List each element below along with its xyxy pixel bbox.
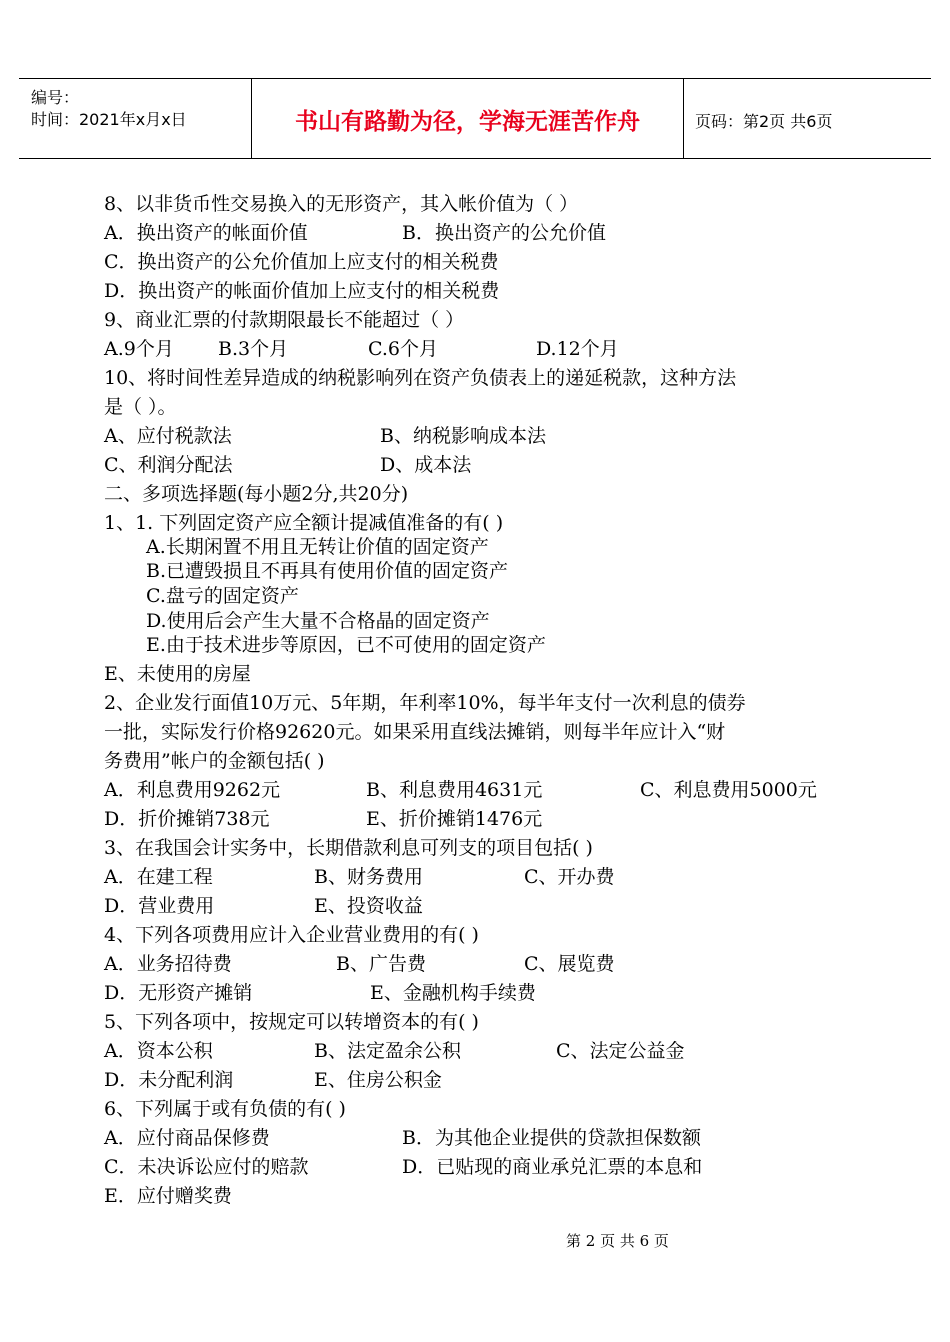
header-right-cell [683, 79, 931, 158]
page-header [19, 78, 931, 159]
header-middle-cell [251, 79, 684, 158]
option-c: C、法定公益金 [556, 1040, 685, 1062]
option-d: D.12个月 [536, 338, 619, 360]
question-stem-continued: 一批，实际发行价格92620元。如果采用直线法摊销，则每半年应计入“财 [104, 721, 726, 743]
option-c: C、开办费 [524, 866, 615, 888]
option-d: D、成本法 [380, 454, 472, 476]
option-e: E.由于技术进步等原因，已不可使用的固定资产 [146, 634, 546, 656]
option-a: A．利息费用9262元 [104, 779, 281, 801]
page-footer: 第 2 页 共 6 页 [566, 1232, 669, 1250]
option-c: C．未决诉讼应付的赔款 [104, 1156, 309, 1178]
option-c: C、利润分配法 [104, 454, 233, 476]
question-stem: 10、将时间性差异造成的纳税影响列在资产负债表上的递延税款，这种方法 [104, 367, 737, 389]
section-title: 二、多项选择题(每小题2分,共20分) [104, 483, 409, 505]
option-c: C.盘亏的固定资产 [146, 585, 299, 607]
option-d: D．无形资产摊销 [104, 982, 253, 1004]
option-b: B.3个月 [218, 338, 289, 360]
question-stem: 5、下列各项中，按规定可以转增资本的有( ) [104, 1011, 479, 1033]
option-e: E．应付赠奖费 [104, 1185, 232, 1207]
question-stem-continued: 务费用”帐户的金额包括( ) [104, 750, 325, 772]
question-stem: 2、企业发行面值10万元、5年期，年利率10%，每半年支付一次利息的债券 [104, 692, 746, 714]
option-d: D．换出资产的帐面价值加上应支付的相关税费 [104, 280, 500, 302]
document-time-label: 时间：2021年x月x日 [31, 110, 187, 129]
option-e: E、折价摊销1476元 [366, 808, 543, 830]
option-a: A.9个月 [104, 338, 174, 360]
option-b: B、财务费用 [314, 866, 423, 888]
option-e: E、金融机构手续费 [370, 982, 536, 1004]
question-stem: 9、商业汇票的付款期限最长不能超过（ ） [104, 309, 465, 331]
option-c: C、展览费 [524, 953, 615, 975]
option-d: D．已贴现的商业承兑汇票的本息和 [402, 1156, 703, 1178]
option-b: B、广告费 [336, 953, 426, 975]
option-b: B、法定盈余公积 [314, 1040, 461, 1062]
header-motto: 书山有路勤为径，学海无涯苦作舟 [295, 109, 640, 135]
option-e-extra: E、未使用的房屋 [104, 663, 251, 685]
option-e: E、投资收益 [314, 895, 423, 917]
option-d: D.使用后会产生大量不合格晶的固定资产 [146, 610, 490, 632]
question-stem-continued: 是（ ）。 [104, 396, 177, 418]
option-a: A.长期闲置不用且无转让价值的固定资产 [146, 536, 489, 558]
option-b: B．换出资产的公允价值 [402, 222, 606, 244]
option-d: D．营业费用 [104, 895, 215, 917]
document-number-label: 编号： [31, 88, 80, 107]
option-e: E、住房公积金 [314, 1069, 442, 1091]
option-a: A．在建工程 [104, 866, 213, 888]
option-d: D．未分配利润 [104, 1069, 234, 1091]
option-a: A．应付商品保修费 [104, 1127, 270, 1149]
option-c: C．换出资产的公允价值加上应支付的相关税费 [104, 251, 499, 273]
header-left-cell [19, 79, 251, 158]
option-a: A．换出资产的帐面价值 [104, 222, 308, 244]
option-a: A．资本公积 [104, 1040, 213, 1062]
question-stem: 4、下列各项费用应计入企业营业费用的有( ) [104, 924, 479, 946]
option-c: C、利息费用5000元 [640, 779, 817, 801]
question-stem: 3、在我国会计实务中，长期借款利息可列支的项目包括( ) [104, 837, 593, 859]
header-page-label: 页码：第2页 共6页 [695, 112, 833, 131]
option-c: C.6个月 [368, 338, 438, 360]
question-stem: 6、下列属于或有负债的有( ) [104, 1098, 346, 1120]
option-a: A、应付税款法 [104, 425, 232, 447]
option-a: A．业务招待费 [104, 953, 232, 975]
question-stem: 8、以非货币性交易换入的无形资产，其入帐价值为（ ） [104, 193, 579, 215]
option-d: D．折价摊销738元 [104, 808, 270, 830]
option-b: B、纳税影响成本法 [380, 425, 546, 447]
question-stem: 1、1. 下列固定资产应全额计提减值准备的有( ) [104, 512, 504, 534]
option-b: B．为其他企业提供的贷款担保数额 [402, 1127, 701, 1149]
option-b: B、利息费用4631元 [366, 779, 543, 801]
option-b: B.已遭毁损且不再具有使用价值的固定资产 [146, 560, 509, 582]
